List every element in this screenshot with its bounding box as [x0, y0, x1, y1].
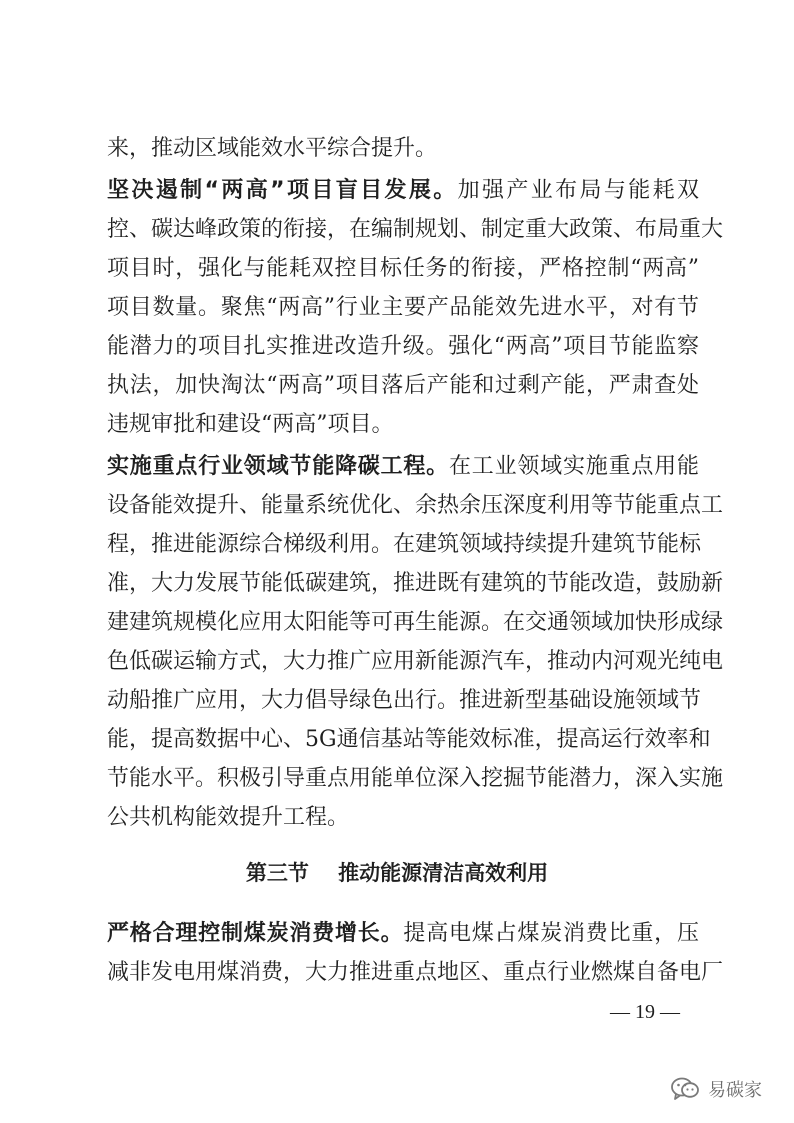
section-heading: 第三节 推动能源清洁高效利用 — [245, 861, 549, 885]
text-line — [107, 725, 711, 755]
text-line — [107, 686, 702, 716]
line-text: 色低碳运输方式，大力推广应用新能源汽车，推动内河观光纯电 — [107, 649, 724, 674]
line-text: 建建筑规模化应用太阳能等可再生能源。在交通领域加快形成绿 — [107, 610, 724, 635]
line-text: 提高电煤占煤炭消费比重，压 — [403, 921, 699, 946]
line-text: 违规审批和建设“两高”项目。 — [107, 412, 394, 437]
wechat-icon — [670, 1076, 700, 1102]
line-text: 设备能效提升、能量系统优化、余热余压深度利用等节能重点工 — [107, 493, 724, 518]
text-line — [107, 958, 724, 988]
text-line — [107, 410, 699, 440]
text-line — [107, 803, 699, 833]
bold-lead-phrase: 实施重点行业领域节能降碳工程。 — [107, 454, 449, 479]
line-text: 项目时，强化与能耗双控目标任务的衔接，严格控制“两高” — [107, 256, 699, 281]
line-text: 程，推进能源综合梯级利用。在建筑领域持续提升建筑节能标 — [107, 532, 702, 557]
line-text: 来，推动区域能效水平综合提升。 — [107, 136, 438, 161]
line-text: 节能水平。积极引导重点用能单位深入挖掘节能潜力，深入实施 — [107, 766, 724, 791]
watermark — [670, 1072, 762, 1106]
bold-lead-phrase: 严格合理控制煤炭消费增长。 — [107, 921, 404, 946]
line-text: 项目数量。聚焦“两高”行业主要产品能效先进水平，对有节 — [107, 295, 699, 320]
text-line — [107, 371, 699, 401]
text-line — [107, 452, 699, 482]
bold-lead-phrase: 坚决遏制“两高”项目盲目发展。 — [107, 178, 458, 203]
line-text: 准，大力发展节能低碳建筑，推进既有建筑的节能改造，鼓励新 — [107, 571, 724, 596]
text-line — [107, 332, 699, 362]
line-text: 能，提高数据中心、5G通信基站等能效标准，提高运行效率和 — [107, 727, 711, 752]
text-line — [107, 569, 724, 599]
text-line — [107, 134, 699, 164]
watermark-text: 易碳家 — [708, 1080, 762, 1101]
page-number: — 19 — — [610, 1001, 680, 1023]
line-text: 能潜力的项目扎实推进改造升级。强化“两高”项目节能监察 — [107, 334, 699, 359]
line-text: 控、碳达峰政策的衔接，在编制规划、制定重大政策、布局重大 — [107, 217, 724, 242]
text-line — [107, 608, 724, 638]
line-text: 减非发电用煤消费，大力推进重点地区、重点行业燃煤自备电厂 — [107, 960, 724, 985]
text-line — [107, 491, 724, 521]
text-line — [107, 215, 724, 245]
line-text: 加强产业布局与能耗双 — [457, 178, 699, 203]
line-text: 在工业领域实施重点用能 — [448, 454, 699, 479]
text-line — [107, 764, 724, 794]
line-text: 动船推广应用，大力倡导绿色出行。推进新型基础设施领域节 — [107, 688, 702, 713]
text-line — [107, 647, 724, 677]
text-line — [107, 919, 699, 949]
text-line — [107, 254, 699, 284]
line-text: 执法，加快淘汰“两高”项目落后产能和过剩产能，严肃查处 — [107, 373, 699, 398]
text-line — [107, 293, 699, 323]
text-line — [107, 530, 702, 560]
text-line — [107, 176, 699, 206]
line-text: 公共机构能效提升工程。 — [107, 805, 350, 830]
